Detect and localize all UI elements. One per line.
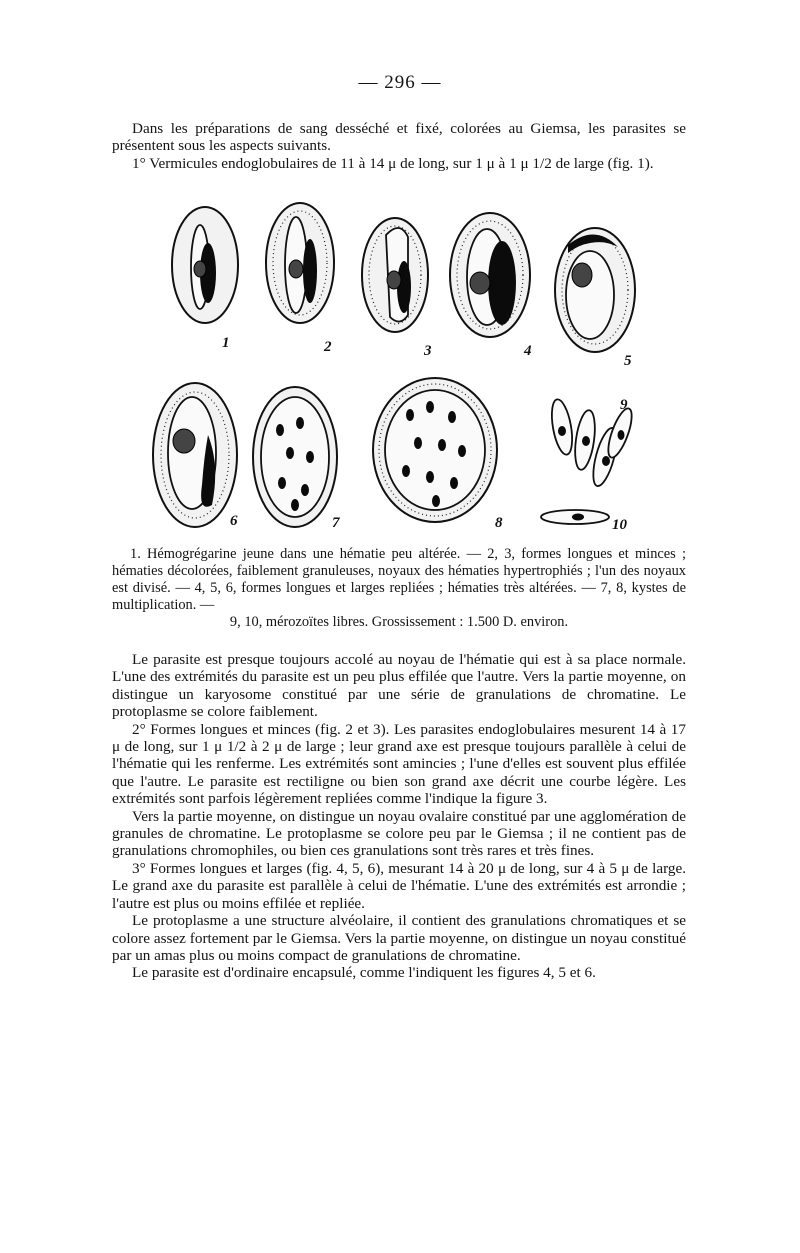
fig-10-merozoite — [541, 510, 609, 524]
fig-label-7: 7 — [332, 515, 340, 531]
body-paragraph-1: Le parasite est presque toujours accolé au noyau de l'hématie qui est à sa place normale. L'une des extrémités du parasite est un peu plus effilée que l'autre. Vers la partie moyenne, on distingue un karyosome constitué par une série de granulations de chromatine. Le protoplasme se colore faiblement. — [112, 651, 686, 721]
intro-paragraph-2: 1° Vermicules endoglobulaires de 11 à 14 μ de long, sur 1 μ à 1 μ 1/2 de large (fig. 1). — [132, 154, 654, 172]
fig-2-blood-cell — [266, 203, 334, 323]
figure-plate — [150, 195, 670, 540]
fig-6-blood-cell — [153, 383, 237, 527]
caption-main: 1. Hémogrégarine jeune dans une hématie peu altérée. — 2, 3, formes longues et minces ; hématies décolorées, faiblement granuleuses, noyaux des hématies hypertrophiés ; l'un des noyaux est divisé. — 4, 5, 6, formes longues et larges repliées ; hématies très altérées. — 7, 8, kystes de multiplication. — — [112, 546, 686, 613]
fig-label-10: 10 — [612, 517, 627, 533]
figure-illustration — [150, 195, 670, 540]
intro-text — [112, 120, 686, 172]
fig-4-blood-cell — [450, 213, 530, 337]
fig-label-1: 1 — [222, 335, 230, 351]
caption-end: 9, 10, mérozoïtes libres. Grossissement : 1.500 D. environ. — [229, 614, 569, 630]
body-text — [112, 651, 686, 982]
fig-label-3: 3 — [424, 343, 432, 359]
fig-7-cyst — [253, 387, 337, 527]
body-paragraph-3: Vers la partie moyenne, on distingue un noyau ovalaire constitué par une agglomération de granules de chromatine. Le protoplasme se colore peu par le Giemsa ; il ne contient pas de granulations chromophiles, ou bien ces granulations sont très rares et très fines. — [112, 807, 686, 860]
fig-label-4: 4 — [524, 343, 532, 359]
fig-label-6: 6 — [230, 513, 238, 529]
fig-label-2: 2 — [324, 339, 332, 355]
fig-label-8: 8 — [495, 515, 503, 531]
page-number: — 296 — — [358, 72, 442, 93]
fig-label-9: 9 — [620, 397, 628, 413]
fig-5-blood-cell — [555, 228, 635, 352]
fig-8-cyst — [373, 378, 497, 522]
body-paragraph-6: Le parasite est d'ordinaire encapsulé, comme l'indiquent les figures 4, 5 et 6. — [132, 964, 596, 982]
figure-caption — [112, 546, 686, 631]
fig-3-blood-cell — [362, 218, 428, 332]
intro-paragraph-1: Dans les préparations de sang desséché et fixé, colorées au Giemsa, les parasites se présentent sous les aspects suivants. — [112, 120, 686, 155]
body-paragraph-2: 2° Formes longues et minces (fig. 2 et 3). Les parasites endoglobulaires mesurent 14 à 17 μ de long, sur 1 μ 1/2 à 2 μ de large ; leur grand axe est presque toujours parallèle à celui de l'hématie qui les renferme. Les extrémités sont amincies ; l'une d'elles est souvent plus effilée que l'autre. Le parasite est rectiligne ou bien son grand axe décrit une courbe légère. Les extrémités sont parfois légèrement repliées comme l'indique la figure 3. — [112, 720, 686, 808]
body-paragraph-4: 3° Formes longues et larges (fig. 4, 5, 6), mesurant 14 à 20 μ de long, sur 4 à 5 μ de large. Le grand axe du parasite est parallèle à celui de l'hématie. L'une des extrémités est arrondie ; l'autre est plus ou moins effilée et repliée. — [112, 859, 686, 912]
fig-1-blood-cell — [172, 207, 238, 323]
fig-label-5: 5 — [624, 353, 632, 369]
body-paragraph-5: Le protoplasme a une structure alvéolaire, il contient des granulations chromatiques et se colore assez fortement par le Giemsa. Vers la partie moyenne, on distingue un noyau constitué par un amas plus ou moins compact de granulations de chromatine. — [112, 912, 686, 964]
